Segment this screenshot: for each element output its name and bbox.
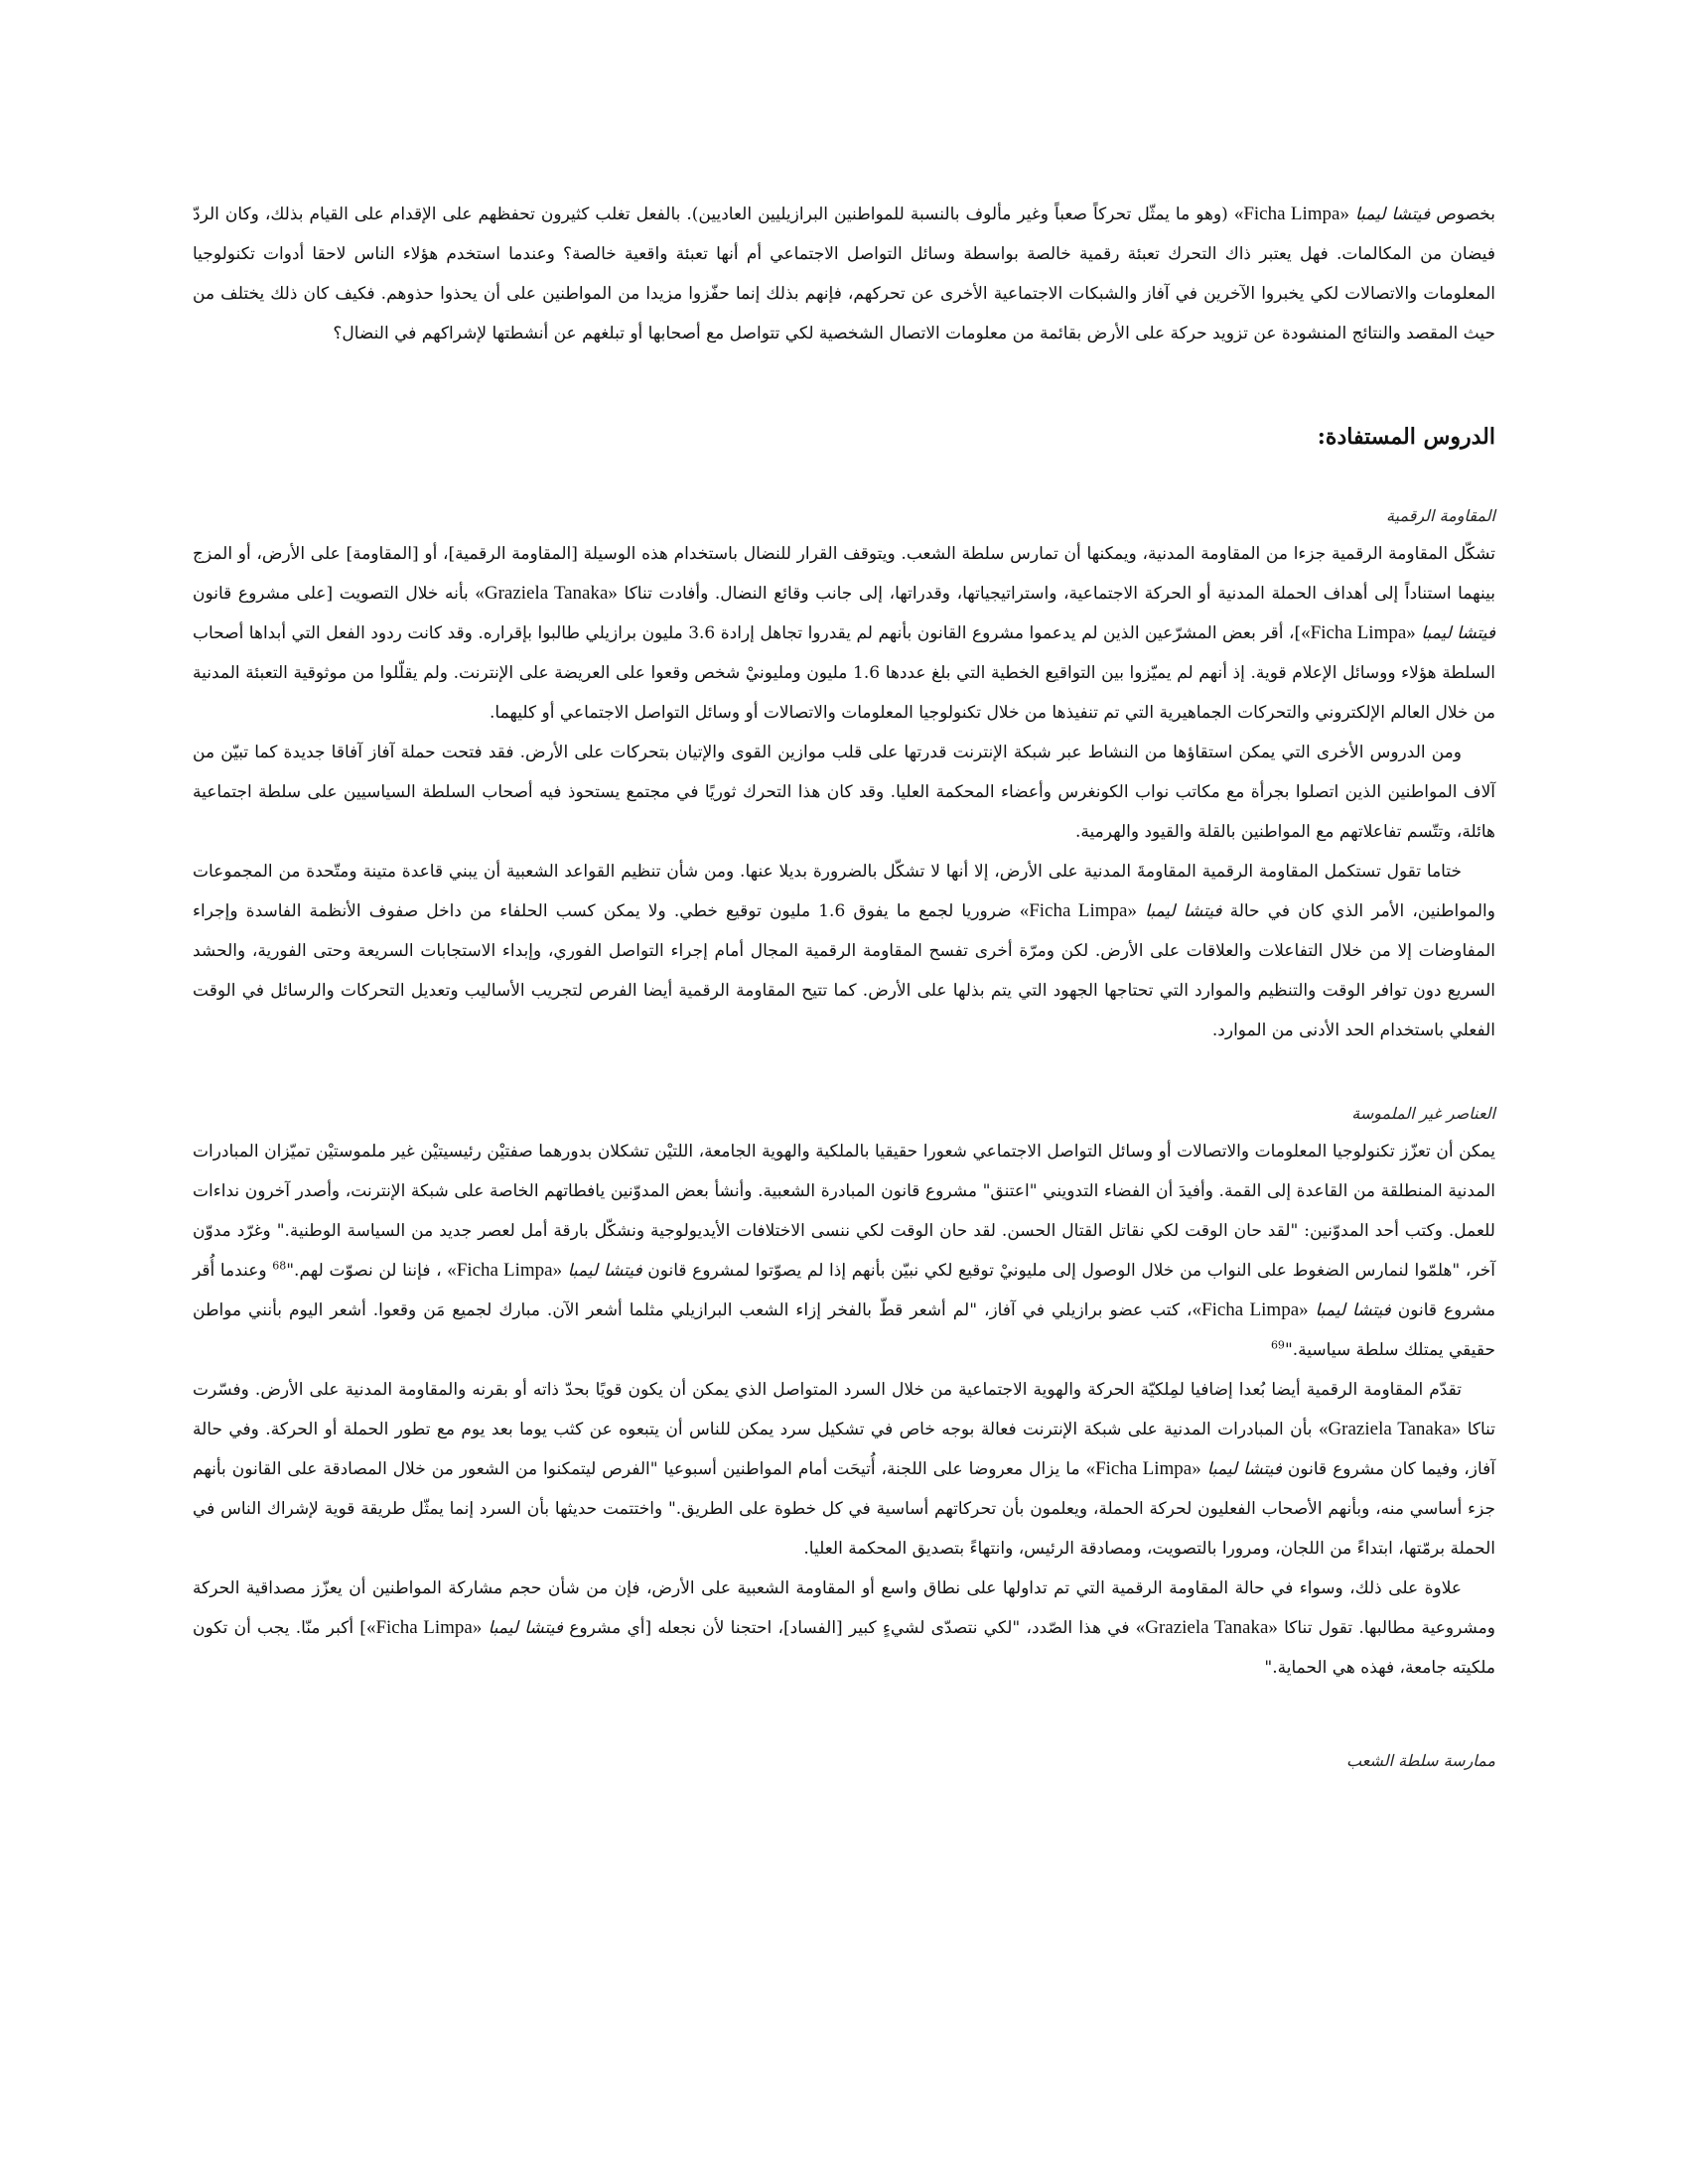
ficha-limpa-latin: «Ficha Limpa» <box>1233 204 1349 224</box>
ficha-limpa-arabic: فيتشا ليمبا <box>1355 205 1431 224</box>
digital-paragraph-1: تشكّل المقاومة الرقمية جزءا من المقاومة المدنية، ويمكنها أن تمارس سلطة الشعب. ويتوقف القرار للنضال باستخدام هذه الوسيلة [المقاومة الرقمية]، أو [المقاومة] على الأرض، أو المزج بينهما استناداً إلى أهداف الحملة المدنية أو الحركة الاجتماعية، واستراتيجياتها، وقدراتها، إلى جانب وقائع النضال. وأفادت تناكا «Graziela Tanaka» بأنه خلال التصويت [على مشروع قانون فيتشا ليمبا «Ficha Limpa»]، أقر بعض المشرّعين الذين لم يدعموا مشروع القانون بأنهم لم يقدروا تجاهل إرادة 3.6 مليون برازيلي طالبوا بإقراره. وقد كانت ردود الفعل التي أبداها أصحاب السلطة هؤلاء ووسائل الإعلام قوية. إذ أنهم لم يميّزوا بين التواقيع الخطية التي بلغ عددها 1.6 مليون ومليونيْ شخص وقعوا على العريضة على الإنترنت. ولم يقلّلوا من موثوقية التعبئة المدنية من خلال العالم الإلكتروني والتحركات الجماهيرية التي تم تنفيذها من خلال تكنولوجيا المعلومات والاتصالات أو وسائل التواصل الاجتماعي أو كليهما. <box>193 544 1495 723</box>
footnote-ref-68: 68 <box>272 1259 287 1273</box>
digital-paragraph-2: ومن الدروس الأخرى التي يمكن استقاؤها من النشاط عبر شبكة الإنترنت قدرتها على قلب موازين القوى والإتيان بتحركات على الأرض. فقد فتحت حملة آفاز آفاقا جديدة كما تبيّن من آلاف المواطنين الذين اتصلوا بجرأة مع مكاتب نواب الكونغرس وأعضاء المحكمة العليا. وقد كان هذا التحرك ثوريًا في مجتمع يستحوذ فيه أصحاب السلطة السياسيين على سلطة اجتماعية هائلة، وتتّسم تفاعلاتهم مع المواطنين بالقلة والقيود والهرمية. <box>193 743 1495 842</box>
intangible-paragraph-1: يمكن أن تعزّز تكنولوجيا المعلومات والاتصالات أو وسائل التواصل الاجتماعي شعورا حقيقيا بالملكية والهوية الجامعة، اللتيْن تشكلان بدورهما صفتيْن رئيسيتيْن غير ملموستيْن تميّزان المبادرات المدنية المنطلقة من القاعدة إلى القمة. وأفيدَ أن الفضاء التدويني "اعتنق" مشروع قانون المبادرة الشعبية. وأنشأ بعض المدوّنين يافطاتهم الخاصة على شبكة الإنترنت، وأصدر آخرون نداءات للعمل. وكتب أحد المدوّنين: "لقد حان الوقت لكي نقاتل القتال الحسن. لقد حان الوقت لكي ننسى الاختلافات الأيديولوجية ونشكّل بارقة أمل لعصر جديد من السياسة الوطنية." وغرّد مدوّن آخر، "هلمّوا لنمارس الضغوط على النواب من خلال الوصول إلى مليونيْ توقيع لكي نبيّن بأنهم إذا لم يصوّتوا لمشروع قانون فيتشا ليمبا «Ficha Limpa» ، فإننا لن نصوّت لهم."$^{68}$ وعندما أُقر مشروع قانون فيتشا ليمبا «Ficha Limpa»، كتب عضو برازيلي في آفاز، "لم أشعر قطّ بالفخر إزاء الشعب البرازيلي مثلما أشعر الآن. مبارك لجميع مَن وقعوا. أشعر اليوم بأنني مواطن حقيقي يمتلك سلطة سياسية."$^{69}$ <box>193 1142 1495 1360</box>
graziela-tanaka: «Graziela Tanaka» <box>475 583 618 604</box>
digital-paragraph-3: ختاما تقول تستكمل المقاومة الرقمية المقاومةَ المدنية على الأرض، إلا أنها لا تشكّل بالضرورة بديلا عنها. ومن شأن تنظيم القواعد الشعبية أن يبني قاعدة متينة ومتّحدة من المجموعات والمواطنين، الأمر الذي كان في حالة فيتشا ليمبا «Ficha Limpa» ضروريا لجمع ما يفوق 1.6 مليون توقيع خطي. ولا يمكن كسب الحلفاء من داخل صفوف الأنظمة الفاسدة وإجراء المفاوضات إلا من خلال التفاعلات والعلاقات على الأرض. لكن ومرّة أخرى تفسح المقاومة الرقمية المجال أمام إجراء التواصل الفوري، وإبداء الاستجابات السريعة وحتى الفورية، والحشد السريع دون توافر الوقت والتنظيم والموارد التي تحتاجها الجهود التي يتم بذلها على الأرض. كما تتيح المقاومة الرقمية أيضا الفرص لتجريب الأساليب وتعديل التحركات والرسائل في الوقت الفعلي باستخدام الحد الأدنى من الموارد. <box>193 862 1495 1040</box>
intangible-paragraph-2: تقدّم المقاومة الرقمية أيضا بُعدا إضافيا لمِلكيّة الحركة والهوية الاجتماعية من خلال السرد المتواصل الذي يمكن أن يكون قويًا بحدّ ذاته أو بقرنه والمقاومة المدنية على الأرض. وفسّرت تناكا «Graziela Tanaka» بأن المبادرات المدنية على شبكة الإنترنت فعالة بوجه خاص في تشكيل سرد يمكن للناس أن يتبعوه عن كثب يوما بعد يوم مع تطور الحملة أو الحركة. وفي حالة آفاز، وفيما كان مشروع قانون فيتشا ليمبا «Ficha Limpa» ما يزال معروضا على اللجنة، أُتيحَت أمام المواطنين أسبوعيا "الفرص ليتمكنوا من الشعور من خلال المصادقة على القانون بأنهم جزء أساسي منه، وبأنهم الأصحاب الفعليون لحركة الحملة، ويعلمون بأن تحركاتهم أساسية في كل خطوة على الطريق." واختتمت حديثها بأن السرد إنما يمثّل طريقة قوية لإشراك الناس في الحملة برمّتها، ابتداءً من اللجان، ومرورا بالتصويت، ومصادقة الرئيس، وانتهاءً بتصديق المحكمة العليا. <box>193 1380 1496 1559</box>
intro-paragraph: بخصوص فيتشا ليمبا «Ficha Limpa» (وهو ما يمثّل تحركاً صعباً وغير مألوف بالنسبة للمواطنين البرازيليين العاديين). بالفعل تغلب كثيرون تحفظهم على الإقدام على القيام بذلك، وكان الردّ فيضان من المكالمات. فهل يعتبر ذاك التحرك تعبئة رقمية خالصة بواسطة وسائل التواصل الاجتماعي أم أنها تعبئة واقعية خالصة؟ وعندما استخدم هؤلاء الناس لاحقا أدوات تكنولوجيا المعلومات والاتصالات لكي يخبروا الآخرين في آفاز والشبكات الاجتماعية الأخرى عن تحركهم، فإنهم بذلك إنما حفّزوا مزيدا من المواطنين على أن يحذوا حذوهم. فكيف كان ذلك يختلف من حيث المقصد والنتائج المنشودة عن تزويد حركة على الأرض بقائمة من معلومات الاتصال الشخصية لكي تتواصل مع أصحابها أو تبلغهم عن أنشطتها لإشراكهم في النضال؟ <box>193 204 1495 343</box>
subheading-digital-resistance: المقاومة الرقمية <box>1386 506 1495 525</box>
intangible-paragraph-3: علاوة على ذلك، وسواء في حالة المقاومة الرقمية التي تم تداولها على نطاق واسع أو المقاومة الشعبية على الأرض، فإن من شأن حجم مشاركة المواطنين أن يعزّز مصداقية الحركة ومشروعية مطالبها. تقول تناكا «Graziela Tanaka» في هذا الصّدد، "لكي نتصدّى لشيءٍ كبير [الفساد]، احتجنا لأن نجعله [أي مشروع فيتشا ليمبا «Ficha Limpa»] أكبر منّا. يجب أن تكون ملكيته جامعة، فهذه هي الحماية." <box>193 1578 1495 1678</box>
section-heading-lessons: الدروس المستفادة: <box>1317 424 1495 450</box>
subheading-people-power: ممارسة سلطة الشعب <box>1345 1751 1495 1770</box>
subheading-intangibles: العناصر غير الملموسة <box>1351 1104 1495 1123</box>
footnote-ref-69: 69 <box>1270 1338 1285 1352</box>
